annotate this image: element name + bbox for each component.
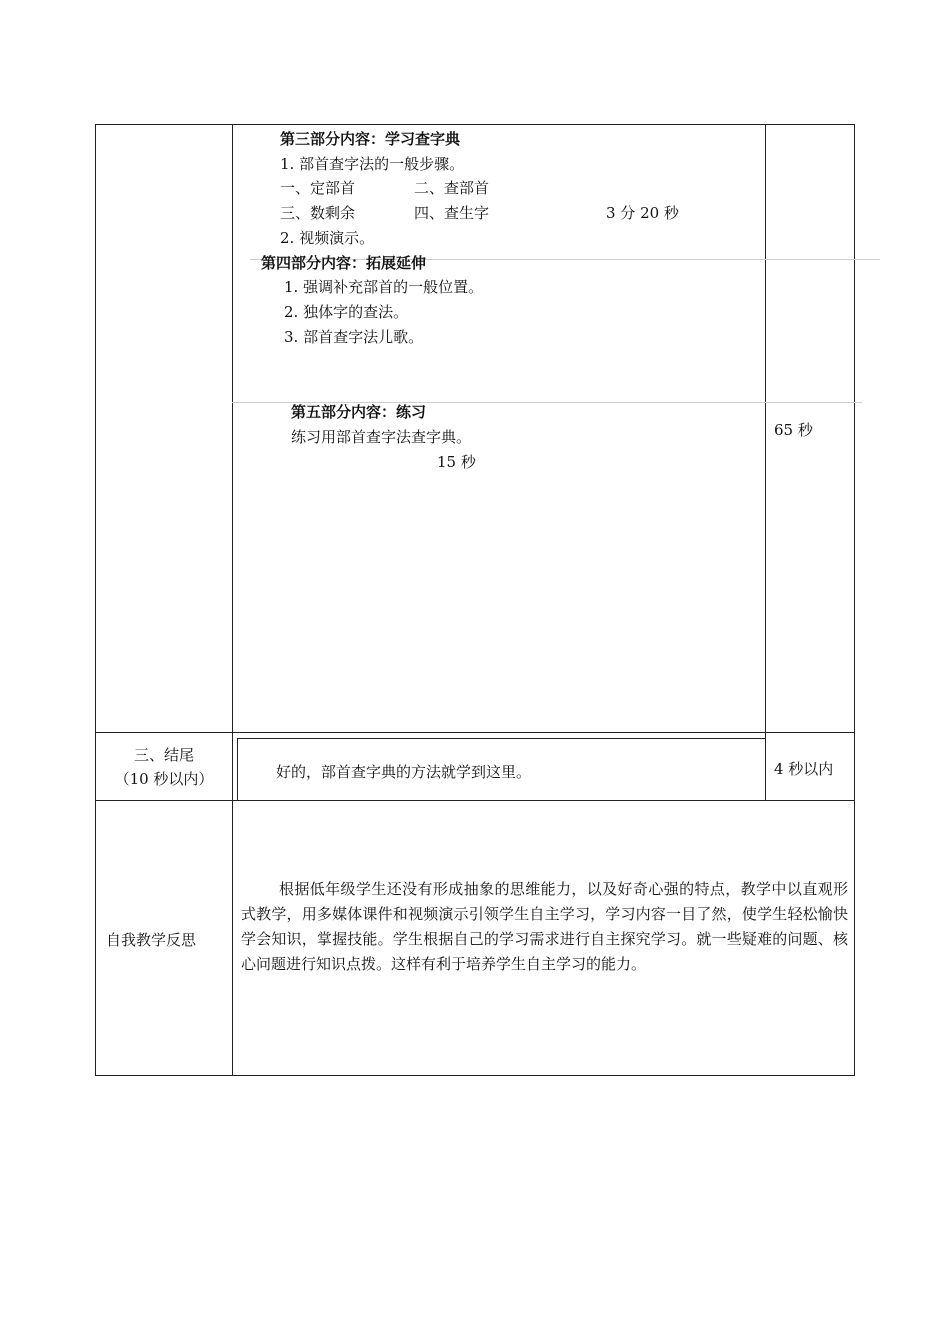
ending-inner-box-top [237, 738, 765, 739]
row-divider-ending-top [95, 732, 855, 733]
table-border-right [854, 124, 855, 1076]
ending-label-line2: （10 秒以内） [114, 770, 214, 788]
section3-step-3: 三、数剩余 [280, 204, 356, 222]
section3-item-1: 1. 部首查字法的一般步骤。 [280, 155, 465, 173]
section5-text: 练习用部首查字法查字典。 [291, 428, 472, 446]
table-border-bottom [95, 1075, 855, 1076]
ending-inner-box-left [237, 738, 238, 800]
reflection-text: 根据低年级学生还没有形成抽象的思维能力，以及好奇心强的特点，教学中以直观形式教学，用多媒体课件和视频演示引领学生自主学习，学习内容一目了然，使学生轻松愉快学会知识，掌握技能。学生根据自己的学习需求进行自主探究学习。就一些疑难的问题、核心问题进行知识点拨。这样有利于培养学生自主学习的能力。 [241, 880, 848, 973]
reflection-label: 自我教学反思 [106, 931, 197, 949]
ending-time: 4 秒以内 [774, 760, 834, 778]
ending-text: 好的，部首查字典的方法就学到这里。 [276, 763, 532, 781]
section3-step-4: 四、查生字 [414, 204, 490, 222]
section3-time: 3 分 20 秒 [606, 204, 679, 222]
column-divider-time [765, 124, 766, 800]
ending-label-line1: 三、结尾 [133, 746, 194, 764]
section4-heading: 第四部分内容：拓展延伸 [261, 254, 427, 272]
table-border-left [95, 124, 96, 1076]
section4-item-3: 3. 部首查字法儿歌。 [284, 328, 424, 346]
section3-step-2: 二、查部首 [414, 179, 490, 197]
section5-inner-time: 15 秒 [437, 453, 476, 471]
table-border-top [95, 124, 855, 125]
section5-heading: 第五部分内容：练习 [291, 403, 427, 421]
section3-item-2: 2. 视频演示。 [280, 229, 375, 247]
section3-step-1: 一、定部首 [280, 179, 356, 197]
row-divider-ending-bottom [95, 800, 855, 801]
column-divider-label [232, 124, 233, 1076]
section4-item-1: 1. 强调补充部首的一般位置。 [284, 278, 484, 296]
section5-time: 65 秒 [774, 421, 813, 439]
section4-item-2: 2. 独体字的查法。 [284, 303, 409, 321]
section3-heading: 第三部分内容：学习查字典 [280, 130, 461, 148]
